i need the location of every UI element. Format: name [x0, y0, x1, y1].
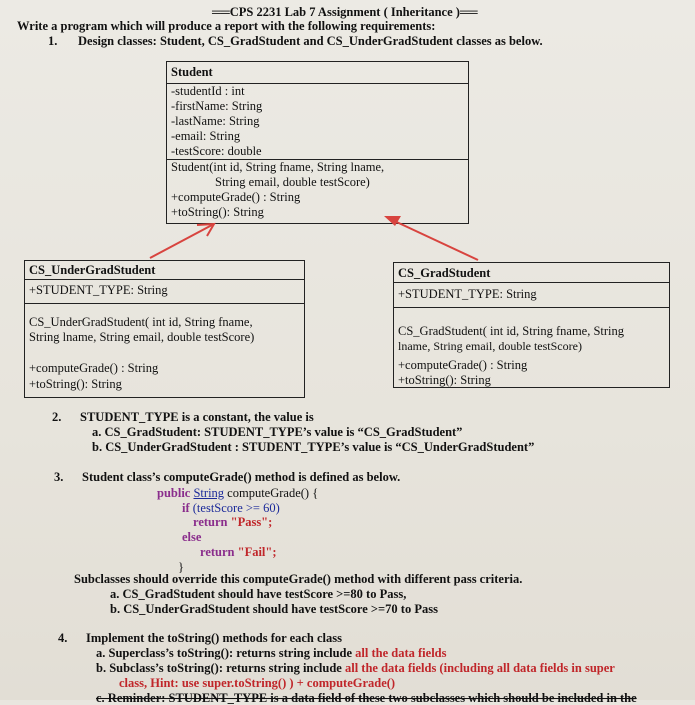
code-string-pass: "Pass";	[230, 515, 273, 529]
code-type-string: String	[193, 486, 225, 500]
code-keyword-else: else	[182, 530, 202, 544]
code-line-if	[182, 501, 280, 515]
undergrad-field-type: +STUDENT_TYPE: String	[29, 283, 168, 297]
undergrad-method-computegrade: +computeGrade() : String	[29, 361, 159, 375]
grad-class-box	[393, 262, 670, 388]
divider	[25, 303, 304, 304]
divider	[25, 279, 304, 280]
student-class-name: Student	[171, 65, 213, 79]
item-2-text: STUDENT_TYPE is a constant, the value is	[80, 410, 314, 424]
code-line-return-fail	[200, 545, 277, 559]
code-condition: (testScore >= 60)	[192, 501, 280, 515]
code-close-brace: }	[178, 560, 184, 574]
student-method-tostring: +toString(): String	[171, 205, 264, 219]
code-line-return-pass	[193, 515, 272, 529]
code-line-signature	[157, 486, 318, 500]
item-4b-highlight: all the data fields (including all data fields in super	[344, 661, 615, 675]
item-4-text: Implement the toString() methods for each class	[86, 631, 342, 645]
title-left-dashes: ══	[212, 5, 230, 19]
item-3b-text: b. CS_UnderGradStudent should have testScore >=70 to Pass	[110, 602, 438, 616]
item-3-text: Student class’s computeGrade() method is defined as below.	[82, 470, 401, 484]
arrow-grad-to-student	[384, 216, 478, 260]
code-keyword-public: public	[157, 486, 191, 500]
undergrad-class-name: CS_UnderGradStudent	[29, 263, 156, 277]
student-field-testscore: -testScore: double	[171, 144, 262, 158]
intro-text: Write a program which will produce a report with the following requirements:	[17, 19, 436, 33]
item-2a-text: a. CS_GradStudent: STUDENT_TYPE’s value is “CS_GradStudent”	[92, 425, 463, 439]
grad-method-computegrade: +computeGrade() : String	[398, 358, 528, 372]
item-1-number: 1.	[48, 34, 58, 48]
student-field-email: -email: String	[171, 129, 241, 143]
student-constructor-line2: String email, double testScore)	[215, 175, 370, 189]
item-4a-highlight: all the data fields	[355, 646, 447, 660]
code-keyword-if: if	[182, 501, 190, 515]
title-right-dashes: ══	[459, 5, 478, 19]
student-field-id: -studentId : int	[171, 84, 245, 98]
grad-class-name: CS_GradStudent	[398, 266, 491, 280]
divider	[394, 282, 669, 283]
item-4-number: 4.	[58, 631, 68, 645]
grad-field-type: +STUDENT_TYPE: String	[398, 287, 537, 301]
arrow-under-to-student	[150, 224, 214, 258]
item-4a-line	[96, 646, 446, 660]
code-method-signature: computeGrade() {	[227, 486, 319, 500]
code-string-fail: "Fail";	[237, 545, 277, 559]
override-text: Subclasses should override this computeGrade() method with different pass criteria.	[74, 572, 523, 586]
student-constructor-line1: Student(int id, String fname, String lname,	[171, 160, 385, 174]
student-method-computegrade: +computeGrade() : String	[171, 190, 301, 204]
student-field-firstname: -firstName: String	[171, 99, 263, 113]
divider	[394, 307, 669, 308]
item-3a-text: a. CS_GradStudent should have testScore >=80 to Pass,	[110, 587, 407, 601]
undergrad-constructor-line2: String lname, String email, double testScore)	[29, 330, 255, 344]
student-field-lastname: -lastName: String	[171, 114, 260, 128]
code-keyword-return: return	[200, 545, 235, 559]
item-2b-text: b. CS_UnderGradStudent : STUDENT_TYPE’s value is “CS_UnderGradStudent”	[92, 440, 535, 454]
item-4c-text: c. Reminder: STUDENT_TYPE is a data field of these two subclasses which should be included in the	[96, 691, 637, 705]
item-2-number: 2.	[52, 410, 62, 424]
code-keyword-return: return	[193, 515, 228, 529]
undergrad-method-tostring: +toString(): String	[29, 377, 122, 391]
undergrad-class-box	[24, 260, 305, 398]
item-4b-text: b. Subclass’s toString(): returns string include	[96, 661, 342, 675]
undergrad-constructor-line1: CS_UnderGradStudent( int id, String fname,	[29, 315, 253, 329]
item-3-number: 3.	[54, 470, 64, 484]
assignment-title: CPS 2231 Lab 7 Assignment ( Inheritance )	[229, 5, 460, 19]
grad-constructor-line1: CS_GradStudent( int id, String fname, String	[398, 324, 625, 338]
item-1-text: Design classes: Student, CS_GradStudent and CS_UnderGradStudent classes as below.	[78, 34, 543, 48]
item-4b-line	[96, 661, 615, 675]
item-4a-text: a. Superclass’s toString(): returns string include	[96, 646, 353, 660]
grad-method-tostring: +toString(): String	[398, 373, 491, 387]
item-4b-continuation: class, Hint: use super.toString() ) + computeGrade()	[119, 676, 396, 690]
grad-constructor-line2: lname, String email, double testScore)	[398, 339, 582, 353]
